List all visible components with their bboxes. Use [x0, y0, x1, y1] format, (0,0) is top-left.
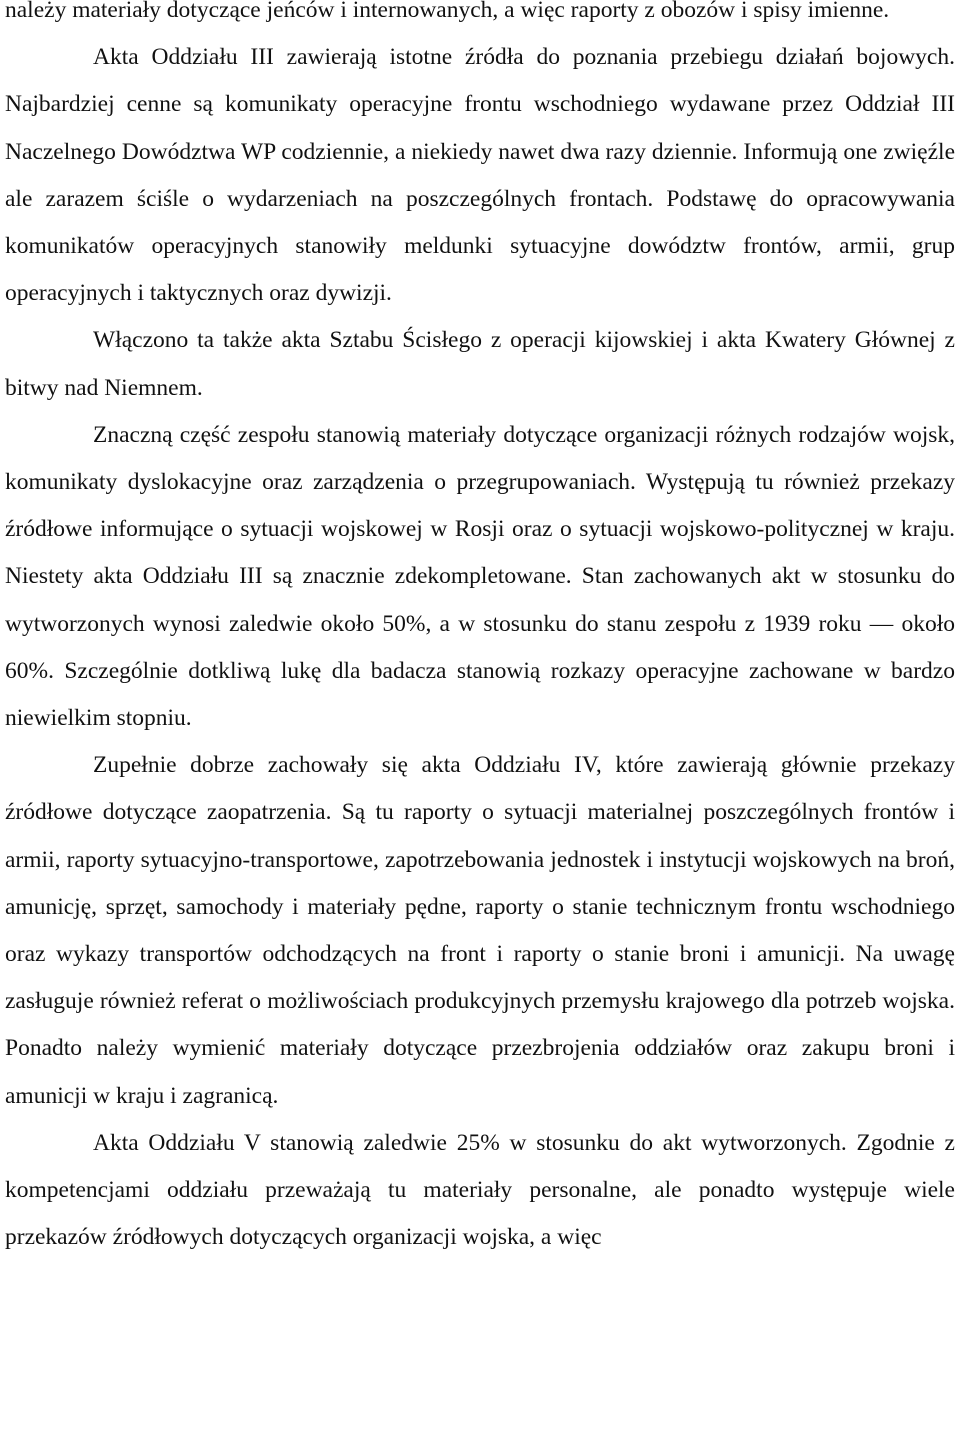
paragraph-4: Znaczną część zespołu stanowią materiały dotyczące organizacji różnych rodzajów wojsk, komunikaty dyslokacyjne oraz zarządzenia o przegrupowaniach. Występują tu również przekazy źródłowe informujące o sytuacji wojskowej w Rosji oraz o sytuacji wojskowo-politycznej w kraju. Niestety akta Oddziału III są znacznie zdekompletowane. Stan zachowanych akt w stosunku do wytworzonych wynosi zaledwie około 50%, a w stosunku do stanu zespołu z 1939 roku — około 60%. Szczególnie dotkliwą lukę dla badacza stanowią rozkazy operacyjne zachowane w bardzo niewielkim stopniu. — [5, 421, 955, 732]
paragraph-6: Akta Oddziału V stanowią zaledwie 25% w stosunku do akt wytworzonych. Zgodnie z kompetencjami oddziału przeważają tu materiały personalne, ale ponadto występuje wiele przekazów źródłowych dotyczących organizacji wojska, a więc — [5, 1129, 955, 1251]
paragraph-2: Akta Oddziału III zawierają istotne źródła do poznania przebiegu działań bojowych. Najbardziej cenne są komunikaty operacyjne frontu wschodniego wydawane przez Oddział III Naczelnego Dowództwa WP codziennie, a niekiedy nawet dwa razy dziennie. Informują one zwięźle ale zarazem ściśle o wydarzeniach na poszczególnych frontach. Podstawę do opracowywania komunikatów operacyjnych stanowiły meldunki sytuacyjne dowództw frontów, armii, grup operacyjnych i taktycznych oraz dywizji. — [5, 44, 955, 307]
paragraph-1: należy materiały dotyczące jeńców i internowanych, a więc raporty z obozów i spisy imienne. — [5, 0, 890, 23]
paragraph-5: Zupełnie dobrze zachowały się akta Oddziału IV, które zawierają głównie przekazy źródłowe dotyczące zaopatrzenia. Są tu raporty o sytuacji materialnej poszczególnych frontów i armii, raporty sytuacyjno-transportowe, zapotrzebowania jednostek i instytucji wojskowych na broń, amunicję, sprzęt, samochody i materiały pędne, raporty o stanie technicznym frontu wschodniego oraz wykazy transportów odchodzących na front i raporty o stanie broni i amunicji. Na uwagę zasługuje również referat o możliwościach produkcyjnych przemysłu krajowego dla potrzeb wojska. Ponadto należy wymienić materiały dotyczące przezbrojenia oddziałów oraz zakupu broni i amunicji w kraju i zagranicą. — [5, 752, 955, 1109]
document-page — [5, 0, 955, 1261]
paragraph-3: Włączono ta także akta Sztabu Ścisłego z operacji kijowskiej i akta Kwatery Głównej z bitwy nad Niemnem. — [5, 327, 955, 401]
